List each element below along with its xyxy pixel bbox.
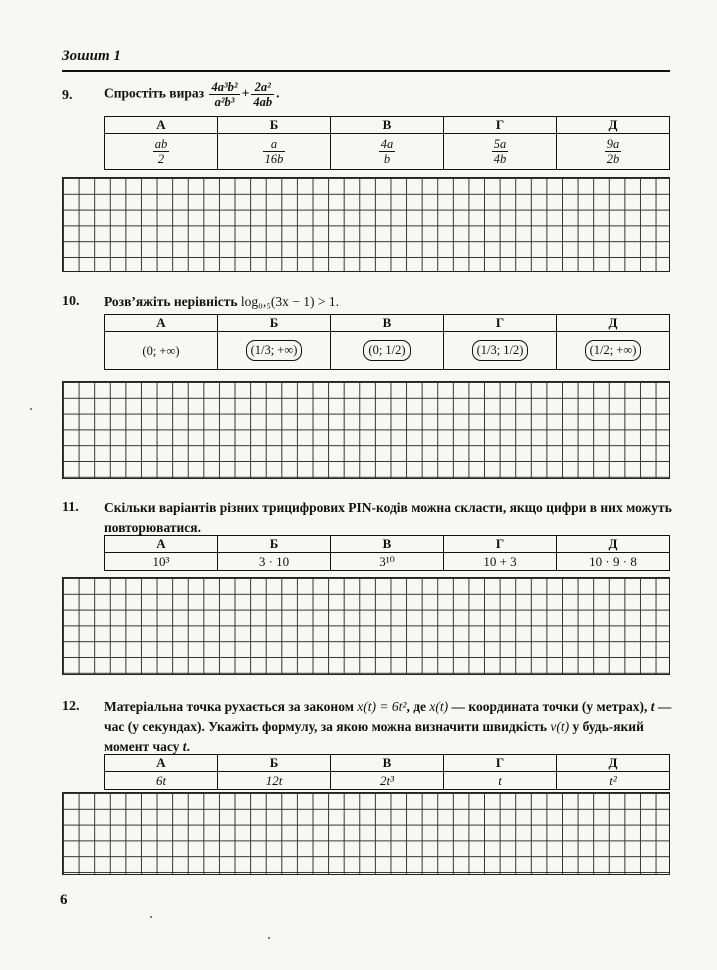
motion-law: x(t) = 6t² <box>357 699 407 714</box>
interval-value: (1/3; +∞) <box>246 340 303 361</box>
question-12-prompt-a: Матеріальна точка рухається за законом <box>104 699 354 714</box>
option-value-b[interactable]: 3 · 10 <box>218 553 331 571</box>
option-value-h[interactable] <box>444 134 557 170</box>
option-value-b[interactable] <box>218 332 331 370</box>
question-9-answer-table <box>104 116 670 170</box>
question-11-draft-grid[interactable] <box>62 577 670 675</box>
option-value-d[interactable] <box>557 134 670 170</box>
option-letter-b: Б <box>218 755 331 772</box>
option-value-d[interactable]: t² <box>557 772 670 790</box>
option-letter-d: Д <box>557 315 670 332</box>
question-12-draft-grid[interactable] <box>62 792 670 875</box>
question-11-answer-table <box>104 535 670 571</box>
question-12-prompt-e: у будь-який момент часу <box>104 719 644 754</box>
question-12-answer-table <box>104 754 670 790</box>
option-letter-v: В <box>331 117 444 134</box>
fraction-denominator: 16b <box>264 152 284 166</box>
option-letter-d: Д <box>557 536 670 553</box>
question-10-answer-table <box>104 314 670 370</box>
fraction-numerator: 4a <box>380 137 394 151</box>
option-letter-a: А <box>105 536 218 553</box>
interval-value: (1/3; 1/2) <box>472 340 529 361</box>
question-10-text <box>104 292 676 312</box>
option-letter-a: А <box>105 117 218 134</box>
question-12-prompt-b: , де <box>406 699 427 714</box>
option-value-h[interactable]: 10 + 3 <box>444 553 557 571</box>
fraction-numerator: ab <box>154 137 168 151</box>
option-value-h[interactable] <box>444 332 557 370</box>
question-9-draft-grid[interactable] <box>62 177 670 272</box>
option-value-a[interactable]: 10³ <box>105 553 218 571</box>
option-letter-h: Г <box>444 315 557 332</box>
question-9-fraction-1 <box>209 80 239 109</box>
question-12-number: 12. <box>62 699 80 714</box>
option-letter-h: Г <box>444 117 557 134</box>
option-value-a[interactable] <box>105 332 218 370</box>
option-letter-a: А <box>105 755 218 772</box>
plus-sign: + <box>241 85 250 101</box>
fraction-denominator: a²b³ <box>214 95 235 109</box>
fraction-numerator: a <box>263 137 286 152</box>
question-12-prompt-d: — час (у секундах). Укажіть формулу, за якою можна визначити швидкість <box>104 699 672 734</box>
period: . <box>276 85 280 101</box>
fraction-denominator: 4ab <box>253 95 273 109</box>
interval-value: (1/2; +∞) <box>585 340 642 361</box>
question-11-number: 11. <box>62 500 79 515</box>
time-variable: t <box>650 699 655 714</box>
question-10-inequality: log₀,₅(3x − 1) > 1. <box>240 294 339 309</box>
question-12-text <box>104 697 676 757</box>
scan-speck <box>268 937 270 939</box>
question-9-prompt: Спростіть вираз <box>104 85 205 101</box>
question-10-prompt: Розв’яжіть нерівність <box>104 294 238 309</box>
question-10-draft-grid[interactable] <box>62 381 670 479</box>
option-value-a[interactable] <box>105 134 218 170</box>
question-9-text <box>104 80 676 109</box>
fraction-denominator: 2 <box>157 152 165 166</box>
option-letter-h: Г <box>444 536 557 553</box>
interval-value: (0; +∞) <box>142 343 180 358</box>
option-letter-d: Д <box>557 755 670 772</box>
fraction-denominator: 2b <box>606 152 620 166</box>
notebook-header: Зошит 1 <box>62 48 121 64</box>
fraction-denominator: b <box>383 152 391 166</box>
fraction-numerator: 9a <box>606 137 620 151</box>
option-value-a[interactable]: 6t <box>105 772 218 790</box>
fraction-numerator: 2a² <box>251 80 274 95</box>
option-value-v[interactable]: 2t³ <box>331 772 444 790</box>
question-12-prompt-c: — координата точки (у метрах), <box>451 699 648 714</box>
question-9-fraction-2 <box>251 80 274 109</box>
option-value-h[interactable]: t <box>444 772 557 790</box>
option-value-v[interactable] <box>331 134 444 170</box>
option-letter-v: В <box>331 536 444 553</box>
question-10-number: 10. <box>62 294 80 309</box>
option-value-v[interactable] <box>331 332 444 370</box>
question-11-text: Скільки варіантів різних трицифрових PIN-кодів можна скласти, якщо цифри в них можуть повторюватися. <box>104 500 672 535</box>
fraction-numerator: 4a³b² <box>211 80 238 94</box>
scan-speck <box>150 916 152 918</box>
option-letter-d: Д <box>557 117 670 134</box>
option-value-d[interactable]: 10 · 9 · 8 <box>557 553 670 571</box>
fraction-denominator: 4b <box>493 152 507 166</box>
time-variable: t <box>182 739 187 754</box>
option-letter-v: В <box>331 315 444 332</box>
question-9-number: 9. <box>62 88 73 103</box>
option-letter-h: Г <box>444 755 557 772</box>
velocity-function: v(t) <box>550 719 570 734</box>
header-divider <box>62 70 670 72</box>
option-letter-b: Б <box>218 536 331 553</box>
fraction-numerator: 5a <box>493 137 507 151</box>
option-letter-b: Б <box>218 117 331 134</box>
page-number: 6 <box>60 892 68 908</box>
option-value-v[interactable]: 3¹⁰ <box>331 553 444 571</box>
period: . <box>186 739 190 754</box>
option-value-d[interactable] <box>557 332 670 370</box>
option-letter-b: Б <box>218 315 331 332</box>
option-value-b[interactable]: 12t <box>218 772 331 790</box>
scan-speck <box>30 408 32 410</box>
option-letter-v: В <box>331 755 444 772</box>
option-value-b[interactable] <box>218 134 331 170</box>
interval-value: (0; 1/2) <box>363 340 410 361</box>
option-letter-a: А <box>105 315 218 332</box>
coordinate-function: x(t) <box>429 699 449 714</box>
